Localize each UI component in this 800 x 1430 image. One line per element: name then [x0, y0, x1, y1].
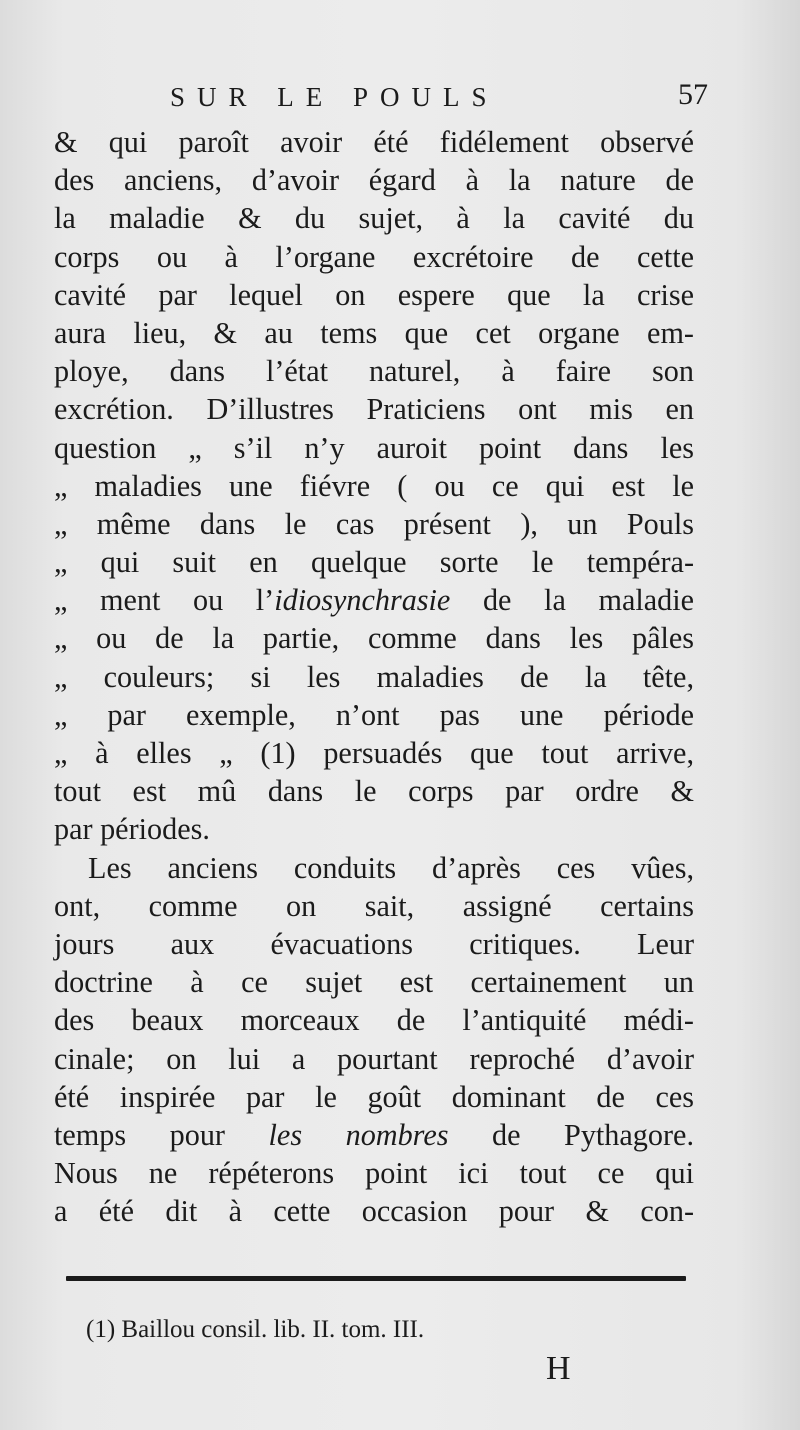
- text-line: tout est mû dans le corps par ordre &: [54, 774, 694, 809]
- signature-mark: H: [546, 1350, 571, 1387]
- text-line: „ qui suit en quelque sorte le tempéra-: [54, 545, 694, 580]
- text-line: ont, comme on sait, assigné certains: [54, 888, 694, 923]
- running-title: SUR LE POULS: [170, 82, 499, 112]
- text-line: a été dit à cette occasion pour & con-: [54, 1194, 694, 1229]
- text-line: cinale; on lui a pourtant reproché d’avoir: [54, 1041, 694, 1076]
- running-head: [160, 78, 708, 118]
- footnote-rule: [66, 1276, 686, 1281]
- text-line: „ maladies une fiévre ( ou ce qui est le: [54, 468, 694, 503]
- text-line: été inspirée par le goût dominant de ces: [54, 1079, 694, 1114]
- text-line: des anciens, d’avoir égard à la nature de: [54, 163, 694, 198]
- text-line: Les anciens conduits d’après ces vûes,: [88, 850, 694, 885]
- text-line: excrétion. D’illustres Praticiens ont mis en: [54, 392, 694, 427]
- text-line: par périodes.: [54, 812, 210, 847]
- text-line: question „ s’il n’y auroit point dans les: [54, 430, 694, 465]
- italic-term: les nombres: [268, 1117, 449, 1152]
- text-line: des beaux morceaux de l’antiquité médi-: [54, 1003, 694, 1038]
- text-line: „ ou de la partie, comme dans les pâles: [54, 621, 694, 656]
- page-number: 57: [678, 78, 708, 111]
- text-line: ploye, dans l’état naturel, à faire son: [54, 354, 694, 389]
- text-line: corps ou à l’organe excrétoire de cette: [54, 239, 694, 274]
- text-line: jours aux évacuations critiques. Leur: [54, 926, 694, 961]
- text-line: cavité par lequel on espere que la crise: [54, 277, 694, 312]
- text-line: aura lieu, & au tems que cet organe em-: [54, 315, 694, 350]
- text-run: „ ment ou l’: [54, 583, 275, 618]
- text-run: temps pour: [54, 1117, 269, 1152]
- text-line: „ par exemple, n’ont pas une période: [54, 697, 694, 732]
- italic-term: idiosynchrasie: [274, 583, 451, 618]
- text-run: de la maladie: [450, 583, 695, 618]
- text-line: la maladie & du sujet, à la cavité du: [54, 201, 694, 236]
- text-line-mixed: [54, 581, 694, 619]
- text-line: „ à elles „ (1) persuadés que tout arrive,: [54, 736, 694, 770]
- text-line: „ même dans le cas présent ), un Pouls: [54, 506, 694, 541]
- footnote: (1) Baillou consil. lib. II. tom. III.: [86, 1316, 425, 1343]
- text-line: Nous ne répéterons point ici tout ce qui: [54, 1156, 694, 1191]
- body-text: [54, 123, 694, 1230]
- text-run: de Pythagore.: [448, 1117, 694, 1152]
- text-line: doctrine à ce sujet est certainement un: [54, 965, 694, 1000]
- text-line: „ couleurs; si les maladies de la tête,: [54, 659, 694, 694]
- text-line-mixed: [54, 1116, 694, 1154]
- text-line: & qui paroît avoir été fidélement observé: [54, 125, 694, 159]
